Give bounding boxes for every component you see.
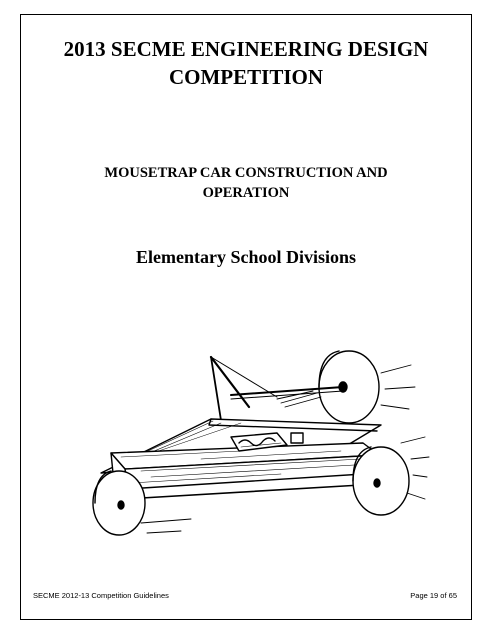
mousetrap-car-illustration [81, 333, 431, 583]
lever-arm [211, 357, 249, 407]
footer-page-number: Page 19 of 65 [410, 591, 457, 600]
division-heading: Elementary School Divisions [135, 247, 356, 267]
title-line-2: COMPETITION [168, 65, 323, 89]
page-title [21, 35, 471, 91]
title-line-1: 2013 SECME ENGINEERING DESIGN [63, 37, 429, 61]
section-subtitle [21, 163, 471, 203]
front-wheel-left [93, 471, 145, 535]
subtitle-line-2: OPERATION [202, 185, 290, 201]
front-wheel-right [353, 447, 409, 515]
rear-wheel-right [319, 351, 379, 423]
string [277, 391, 321, 407]
footer-left: SECME 2012-13 Competition Guidelines [33, 591, 169, 600]
page-frame [20, 14, 472, 620]
subtitle-line-1: MOUSETRAP CAR CONSTRUCTION AND [104, 165, 388, 181]
